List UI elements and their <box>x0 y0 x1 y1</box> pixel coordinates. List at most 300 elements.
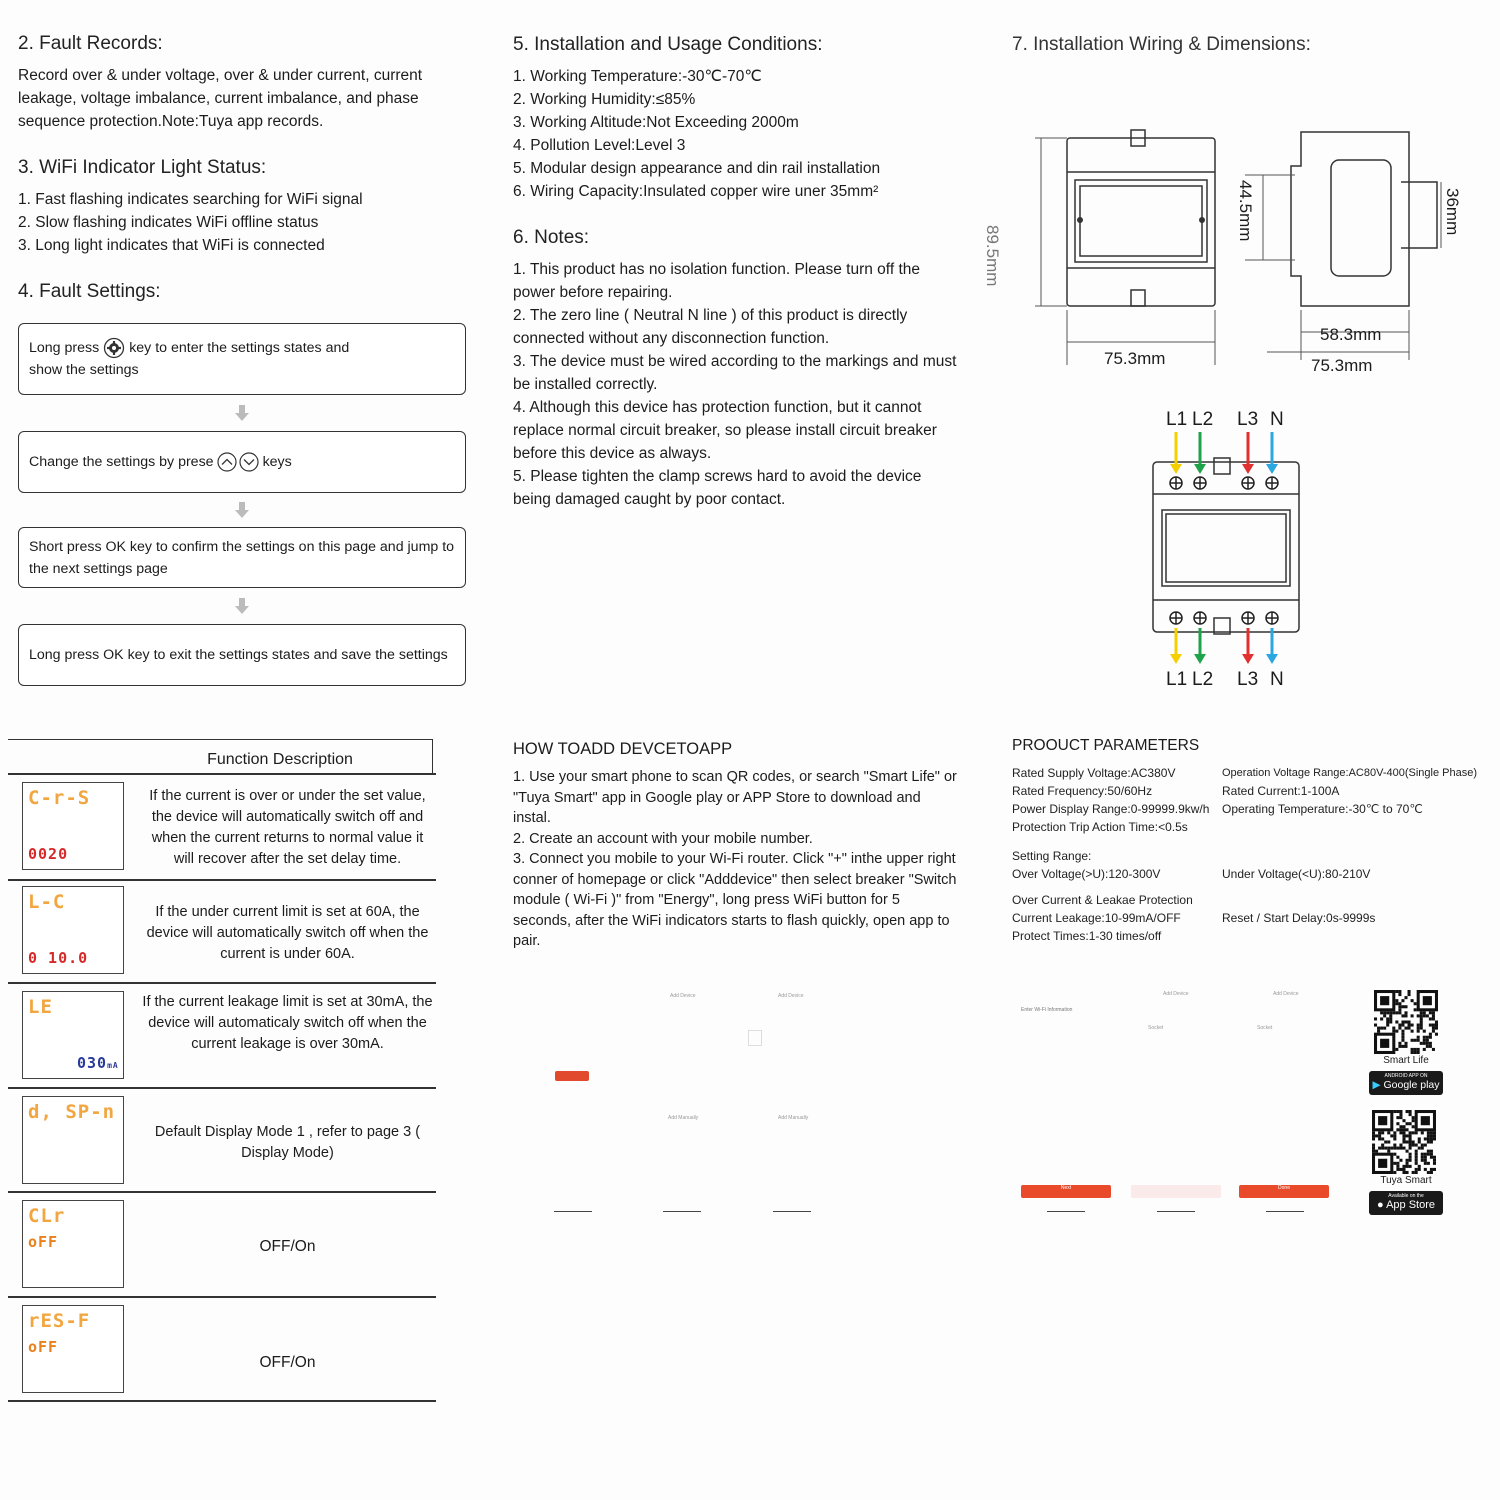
qr-finder-center <box>1421 1116 1430 1125</box>
qr-module <box>1399 1113 1402 1116</box>
param-rated-voltage: Rated Supply Voltage:AC380V <box>1012 766 1176 780</box>
qr-module <box>1427 1162 1430 1165</box>
qr-module <box>1424 1162 1427 1165</box>
lcd-display <box>22 1200 124 1288</box>
qr-module <box>1412 1144 1415 1147</box>
qr-module <box>1426 1045 1429 1048</box>
qr-module <box>1420 1024 1423 1027</box>
next-label: Next <box>1060 1185 1072 1191</box>
qr-module <box>1406 1122 1409 1125</box>
qr-module <box>1408 990 1411 993</box>
divider <box>8 1400 436 1402</box>
qr-module <box>1401 1033 1404 1036</box>
qr-module <box>1420 1014 1423 1017</box>
qr-module <box>1432 1030 1435 1033</box>
qr-module <box>1421 1159 1424 1162</box>
step4-text: Long press OK key to exit the settings states and save the settings <box>29 647 448 663</box>
qr-module <box>1375 1134 1378 1137</box>
qr-module <box>1384 1147 1387 1150</box>
qr-module <box>1432 1011 1435 1014</box>
qr-module <box>1401 1030 1404 1033</box>
param-setting-range: Setting Range: <box>1012 849 1092 863</box>
qr-module <box>1417 1048 1420 1051</box>
qr-module <box>1421 1144 1424 1147</box>
qr-module <box>1393 1153 1396 1156</box>
lcd-top-text: C-r-S <box>28 787 91 809</box>
qr-module <box>1380 1011 1383 1014</box>
qr-module <box>1411 999 1414 1002</box>
function-row-text: If the current is over or under the set value, the device will automatically switch off and when the current returns to normal value it will recover after the set delay time. <box>149 788 426 867</box>
qr-module <box>1414 1051 1417 1054</box>
wiring-heading: 7. Installation Wiring & Dimensions: <box>1012 34 1311 55</box>
qr-module <box>1427 1137 1430 1140</box>
qr-module <box>1402 1131 1405 1134</box>
qr-module <box>1408 993 1411 996</box>
qr-module <box>1426 1042 1429 1045</box>
screen-title: Add Manually <box>778 1115 809 1121</box>
qr-module <box>1399 1125 1402 1128</box>
qr-module <box>1389 1011 1392 1014</box>
qr-module <box>1393 1171 1396 1174</box>
add-device-step: 3. Connect you mobile to your Wi-Fi router. Click "+" inthe upper right conner of homepage or click "Adddevice" then select breaker "Switch module ( Wi-Fi )" from "Energy", long press WiFi button for 5 seconds, after the WiFi indicators starts to flash quickly, open app to pair. <box>513 851 957 949</box>
qr-module <box>1402 1140 1405 1143</box>
function-row-text: OFF/On <box>259 1354 316 1371</box>
qr-module <box>1430 1153 1433 1156</box>
qr-module <box>1406 1171 1409 1174</box>
qr-module <box>1386 1020 1389 1023</box>
qr-module <box>1417 1014 1420 1017</box>
qr-module <box>1396 1122 1399 1125</box>
qr-module <box>1404 1011 1407 1014</box>
qr-module <box>1430 1156 1433 1159</box>
condition-item: 1. Working Temperature:-30℃-70℃ <box>513 68 762 85</box>
n-wire-arrow <box>1266 654 1278 664</box>
divider <box>554 1211 592 1212</box>
apple-icon: ● <box>1376 1199 1384 1211</box>
qr-module <box>1401 1005 1404 1008</box>
terminal-l3: L3 <box>1237 409 1259 430</box>
qr-module <box>1418 1137 1421 1140</box>
qr-module <box>1396 1156 1399 1159</box>
qr-module <box>1424 1153 1427 1156</box>
qr-module <box>1393 1162 1396 1165</box>
qr-module <box>1415 1150 1418 1153</box>
qr-module <box>1409 1137 1412 1140</box>
lcd-bottom-text: 0020 <box>28 845 69 863</box>
fault-records-text: Record over & under voltage, over & under current, current leakage, voltage imbalance, current imbalance, and phase sequence protection.Note:Tuya app records. <box>18 67 423 130</box>
qr-module <box>1399 1131 1402 1134</box>
qr-module <box>1401 1036 1404 1039</box>
terminal-l1-bottom: L1 <box>1166 669 1188 690</box>
settings-step-2 <box>18 431 466 493</box>
qr-module <box>1432 1048 1435 1051</box>
qr-module <box>1381 1147 1384 1150</box>
qr-module <box>1420 1027 1423 1030</box>
qr-module <box>1421 1153 1424 1156</box>
qr-finder-center <box>1380 996 1389 1005</box>
qr-module <box>1401 1045 1404 1048</box>
qr-module <box>1383 1027 1386 1030</box>
qr-module <box>1396 1168 1399 1171</box>
next-button[interactable] <box>1021 1185 1111 1198</box>
qr-module <box>1380 1017 1383 1020</box>
qr-module <box>1415 1144 1418 1147</box>
qr-module <box>1408 1020 1411 1023</box>
qr-module <box>1409 1147 1412 1150</box>
qr-module <box>1417 1051 1420 1054</box>
condition-item: 4. Pollution Level:Level 3 <box>513 137 686 154</box>
param-over-voltage: Over Voltage(>U):120-300V <box>1012 867 1161 881</box>
qr-module <box>1389 1020 1392 1023</box>
qr-module <box>1415 1162 1418 1165</box>
qr-module <box>1432 1014 1435 1017</box>
install-conditions-heading: 5. Installation and Usage Conditions: <box>513 34 823 55</box>
qr-module <box>1386 1011 1389 1014</box>
lcd-top-text: LE <box>28 996 53 1018</box>
l1-wire-arrow <box>1170 654 1182 664</box>
qr-module <box>1372 1147 1375 1150</box>
screen-title: Add Device <box>670 993 696 999</box>
qr-module <box>1378 1137 1381 1140</box>
qr-module <box>1424 1144 1427 1147</box>
qr-module <box>1411 1024 1414 1027</box>
qr-module <box>1390 1134 1393 1137</box>
lcd-display <box>22 886 124 974</box>
dimension-drawing <box>1005 120 1475 385</box>
qr-module <box>1387 1140 1390 1143</box>
qr-module <box>1426 1039 1429 1042</box>
google-play-badge[interactable] <box>1369 1071 1443 1095</box>
wifi-status-heading: 3. WiFi Indicator Light Status: <box>18 157 267 178</box>
qr-module <box>1420 1017 1423 1020</box>
qr-module <box>1390 1147 1393 1150</box>
wifi-status-item: 1. Fast flashing indicates searching for WiFi signal <box>18 191 363 208</box>
qr-module <box>1395 999 1398 1002</box>
notes-heading: 6. Notes: <box>513 227 590 248</box>
qr-module <box>1412 1131 1415 1134</box>
qr-module <box>1401 1024 1404 1027</box>
app-screenshots <box>520 985 850 1220</box>
qr-module <box>1421 1131 1424 1134</box>
done-button[interactable] <box>1239 1185 1329 1198</box>
qr-module <box>1418 1168 1421 1171</box>
qr-module <box>1409 1122 1412 1125</box>
qr-module <box>1412 1125 1415 1128</box>
app-store-label: App Store <box>1386 1199 1436 1211</box>
divider <box>8 773 436 775</box>
screen-title: Add Device <box>778 993 804 999</box>
qr-module <box>1393 1144 1396 1147</box>
qr-module <box>1409 1134 1412 1137</box>
qr-module <box>1396 1116 1399 1119</box>
qr-module <box>1404 1014 1407 1017</box>
badge-small-text: ANDROID APP ON <box>1384 1073 1428 1079</box>
qr-module <box>1383 1014 1386 1017</box>
qr-module <box>1381 1137 1384 1140</box>
qr-module <box>1426 1014 1429 1017</box>
qr-module <box>1430 1171 1433 1174</box>
note-item: 1. This product has no isolation function. Please turn off the power before repairing. <box>513 261 920 301</box>
qr-module <box>1402 1147 1405 1150</box>
params-heading: PROOUCT PARAMETERS <box>1012 737 1200 754</box>
qr-module <box>1402 1119 1405 1122</box>
qr-module <box>1409 1144 1412 1147</box>
qr-module <box>1430 1137 1433 1140</box>
wifi-status-list <box>18 188 363 257</box>
qr-module <box>1402 1134 1405 1137</box>
qr-module <box>1427 1134 1430 1137</box>
qr-module <box>1423 1014 1426 1017</box>
qr-module <box>1378 1131 1381 1134</box>
qr-module <box>1421 1147 1424 1150</box>
divider <box>8 879 436 881</box>
qr-module <box>1386 1024 1389 1027</box>
qr-module <box>1387 1131 1390 1134</box>
lcd-top-text: L-C <box>28 891 66 913</box>
qr-module <box>1415 1168 1418 1171</box>
down-arrow-icon <box>233 404 251 422</box>
qr-module <box>1417 1024 1420 1027</box>
qr-module <box>1433 1137 1436 1140</box>
qr-module <box>1395 1002 1398 1005</box>
qr-module <box>1402 1137 1405 1140</box>
qr-module <box>1377 1027 1380 1030</box>
qr-module <box>1372 1137 1375 1140</box>
qr-module <box>1409 1113 1412 1116</box>
qr-module <box>1417 1027 1420 1030</box>
qr-module <box>1384 1140 1387 1143</box>
qr-module <box>1429 1033 1432 1036</box>
function-description-header <box>8 739 433 775</box>
qr-module <box>1435 1033 1438 1036</box>
qr-module <box>1430 1150 1433 1153</box>
divider <box>1047 1211 1085 1212</box>
param-operating-temp: Operating Temperature:-30℃ to 70℃ <box>1222 802 1423 816</box>
lcd-bottom-text: oFF <box>28 1233 59 1251</box>
qr-module <box>1411 1051 1414 1054</box>
add-device-step: 2. Create an account with your mobile number. <box>513 830 813 847</box>
gear-icon <box>103 337 125 359</box>
qr-module <box>1398 1027 1401 1030</box>
lcd-value: 030 <box>77 1054 108 1072</box>
note-item: 4. Although this device has protection function, but it cannot replace normal circuit breaker, so please install circuit breaker before this device as always. <box>513 399 937 462</box>
app-store-badge[interactable] <box>1369 1191 1443 1215</box>
qr-module <box>1392 1030 1395 1033</box>
qr-module <box>1429 1045 1432 1048</box>
param-under-voltage: Under Voltage(<U):80-210V <box>1222 867 1371 881</box>
qr-module <box>1423 1036 1426 1039</box>
qr-code-icon <box>1374 990 1438 1054</box>
qr-finder-center <box>1378 1116 1387 1125</box>
qr-module <box>1409 1165 1412 1168</box>
app-screenshots-right <box>1015 985 1335 1215</box>
lcd-top-text: CLr <box>28 1205 66 1227</box>
qr-module <box>1402 1171 1405 1174</box>
condition-item: 2. Working Humidity:≤85% <box>513 91 696 108</box>
qr-module <box>1414 1008 1417 1011</box>
qr-module <box>1398 1008 1401 1011</box>
qr-module <box>1401 1039 1404 1042</box>
dim-depth-outer: 75.3mm <box>1311 356 1373 375</box>
qr-module <box>1430 1140 1433 1143</box>
qr-module <box>1411 1030 1414 1033</box>
param-power-range: Power Display Range:0-99999.9kw/h <box>1012 802 1210 816</box>
terminal-l3-bottom: L3 <box>1237 669 1259 690</box>
qr-module <box>1429 1011 1432 1014</box>
function-row-text: Default Display Mode 1 , refer to page 3 ( Display Mode) <box>154 1124 421 1161</box>
button-placeholder <box>1131 1185 1221 1198</box>
qr-module <box>1387 1147 1390 1150</box>
qr-module <box>1429 1024 1432 1027</box>
qr-module <box>1429 1036 1432 1039</box>
qr-module <box>1406 1159 1409 1162</box>
qr-code-icon <box>1372 1110 1436 1174</box>
badge-text <box>1369 1199 1443 1211</box>
qr-module <box>1417 1039 1420 1042</box>
qr-module <box>1415 1159 1418 1162</box>
qr-module <box>1415 1131 1418 1134</box>
qr-module <box>1408 1024 1411 1027</box>
qr-module <box>1395 1011 1398 1014</box>
qr-module <box>1399 1168 1402 1171</box>
qr-module <box>1404 1042 1407 1045</box>
qr-module <box>1418 1147 1421 1150</box>
qr-module <box>1433 1168 1436 1171</box>
param-rated-current: Rated Current:1-100A <box>1222 784 1340 798</box>
qr-module <box>1427 1171 1430 1174</box>
condition-item: 6. Wiring Capacity:Insulated copper wire uner 35mm² <box>513 183 879 200</box>
qr-module <box>1412 1116 1415 1119</box>
lcd-display <box>22 1305 124 1393</box>
device-label: Socket <box>1257 1025 1273 1031</box>
qr-module <box>1401 1014 1404 1017</box>
lcd-bottom-text: 0 10.0 <box>28 949 89 967</box>
function-row-text: OFF/On <box>259 1238 316 1255</box>
qr-module <box>1398 993 1401 996</box>
qr-module <box>1402 1128 1405 1131</box>
lcd-top-text: d, SP-n <box>28 1101 116 1123</box>
qr-module <box>1404 996 1407 999</box>
qr-module <box>1423 1048 1426 1051</box>
divider <box>8 1296 436 1298</box>
qr-module <box>1401 1020 1404 1023</box>
qr-module <box>1406 1150 1409 1153</box>
qr-module <box>1429 1042 1432 1045</box>
qr-module <box>1417 1030 1420 1033</box>
qr-module <box>1392 1027 1395 1030</box>
terminal-n-bottom: N <box>1270 669 1284 690</box>
qr-module <box>1412 1119 1415 1122</box>
add-device-button <box>555 1071 589 1081</box>
qr-module <box>1433 1134 1436 1137</box>
qr-module <box>1409 1131 1412 1134</box>
add-device-heading: HOW TOADD DEVCETOAPP <box>513 740 733 758</box>
qr-module <box>1393 1147 1396 1150</box>
qr-module <box>1430 1131 1433 1134</box>
qr-module <box>1411 1048 1414 1051</box>
qr-module <box>1433 1159 1436 1162</box>
lcd-top-text: rES-F <box>28 1310 91 1332</box>
qr-module <box>1389 1017 1392 1020</box>
qr-module <box>1380 1027 1383 1030</box>
qr-module <box>1415 1156 1418 1159</box>
note-item: 3. The device must be wired according to the markings and must be installed correctly. <box>513 353 957 393</box>
qr-module <box>1398 1002 1401 1005</box>
device-thumbnail <box>748 1030 762 1046</box>
qr-module <box>1396 1165 1399 1168</box>
terminal-l2-bottom: L2 <box>1192 669 1214 690</box>
notes-list <box>513 258 961 511</box>
qr-module <box>1406 1134 1409 1137</box>
qr-module <box>1387 1150 1390 1153</box>
divider <box>1157 1211 1195 1212</box>
down-arrow-icon <box>233 501 251 519</box>
qr-module <box>1406 1110 1409 1113</box>
qr-module <box>1389 1014 1392 1017</box>
function-row-text: If the under current limit is set at 60A, the device will automatically switch off when the current is under 60A. <box>146 904 429 962</box>
l2-wire-arrow <box>1194 464 1206 474</box>
tuya-smart-label: Tuya Smart <box>1380 1175 1432 1186</box>
divider <box>8 1087 436 1089</box>
divider <box>773 1211 811 1212</box>
param-protect-times: Protect Times:1-30 times/off <box>1012 929 1162 943</box>
qr-module <box>1406 1128 1409 1131</box>
qr-module <box>1408 1027 1411 1030</box>
qr-finder-center <box>1378 1159 1387 1168</box>
qr-module <box>1420 1020 1423 1023</box>
qr-module <box>1435 1027 1438 1030</box>
qr-module <box>1409 1110 1412 1113</box>
qr-module <box>1381 1131 1384 1134</box>
qr-module <box>1383 1011 1386 1014</box>
qr-module <box>1386 1017 1389 1020</box>
qr-module <box>1424 1168 1427 1171</box>
qr-module <box>1393 1110 1396 1113</box>
qr-module <box>1402 1125 1405 1128</box>
qr-module <box>1398 1011 1401 1014</box>
qr-module <box>1401 999 1404 1002</box>
qr-module <box>1406 1165 1409 1168</box>
qr-module <box>1398 990 1401 993</box>
qr-module <box>1421 1156 1424 1159</box>
qr-module <box>1406 1140 1409 1143</box>
qr-module <box>1372 1150 1375 1153</box>
qr-module <box>1409 1159 1412 1162</box>
qr-module <box>1427 1140 1430 1143</box>
l1-wire-arrow <box>1170 464 1182 474</box>
qr-module <box>1427 1131 1430 1134</box>
l2-wire-arrow <box>1194 654 1206 664</box>
note-item: 5. Please tighten the clamp screws hard to avoid the device being damaged caught by poor contact. <box>513 468 922 508</box>
qr-module <box>1402 1165 1405 1168</box>
lcd-display <box>22 1096 124 1184</box>
screen-title: Enter Wi-Fi Information <box>1021 1007 1073 1013</box>
condition-item: 5. Modular design appearance and din rail installation <box>513 160 881 177</box>
qr-module <box>1378 1147 1381 1150</box>
qr-module <box>1399 1128 1402 1131</box>
done-label: Done <box>1278 1185 1290 1191</box>
param-current-leakage: Current Leakage:10-99mA/OFF <box>1012 911 1181 925</box>
qr-module <box>1404 1027 1407 1030</box>
divider <box>8 982 436 984</box>
qr-module <box>1399 1116 1402 1119</box>
qr-module <box>1411 1014 1414 1017</box>
up-key-icon <box>217 452 237 472</box>
dim-side-b: 36mm <box>1443 188 1462 236</box>
dim-side-a: 44.5mm <box>1236 180 1255 242</box>
qr-module <box>1402 1168 1405 1171</box>
fault-records-heading: 2. Fault Records: <box>18 33 163 54</box>
